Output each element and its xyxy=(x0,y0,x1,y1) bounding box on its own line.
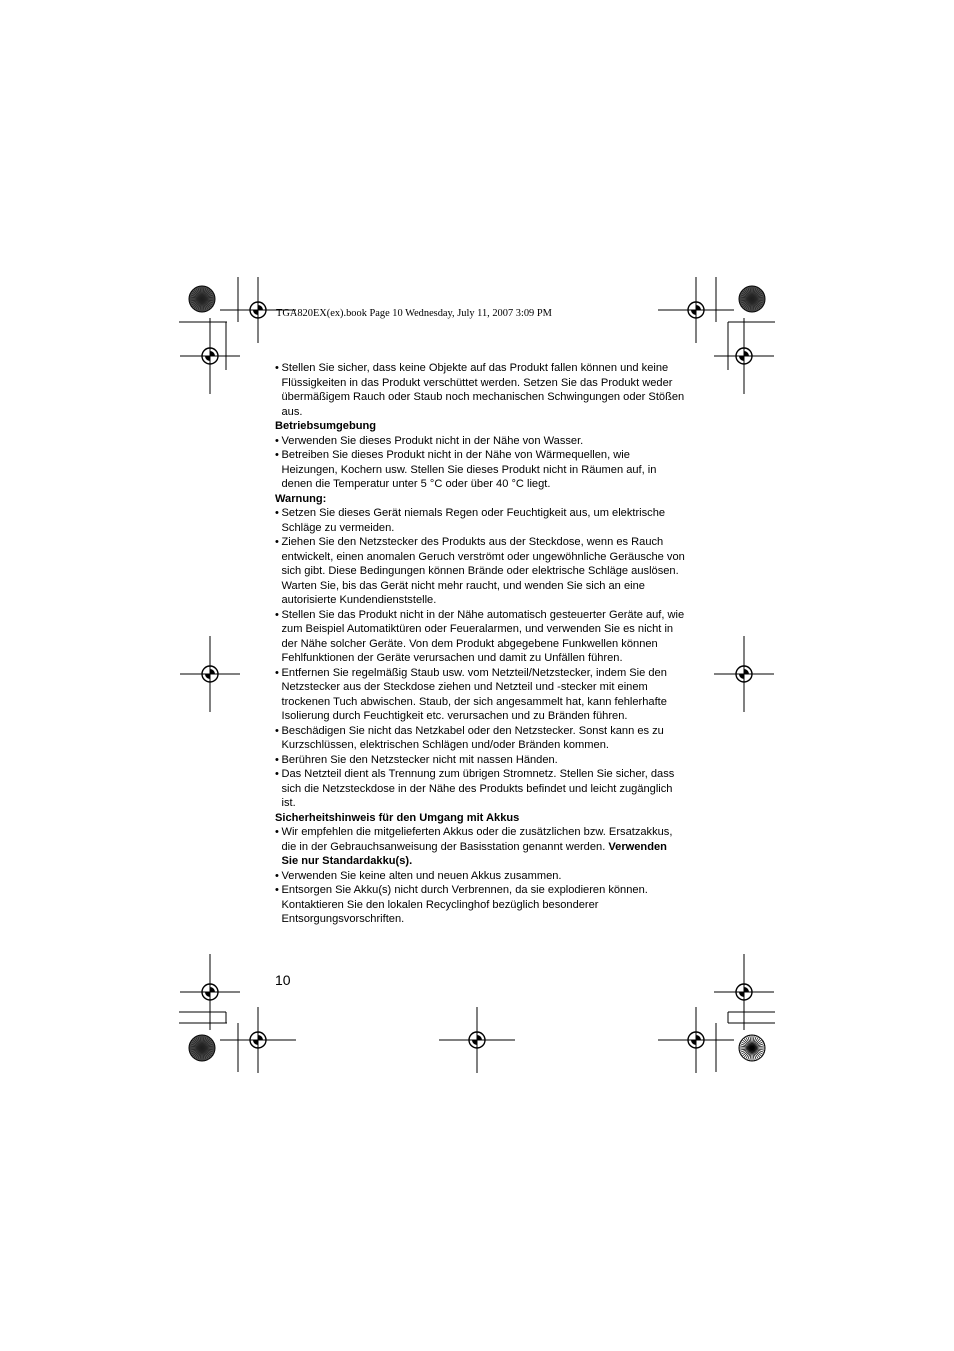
registration-crosshair-icon xyxy=(714,954,774,1030)
list-item: • Entsorgen Sie Akku(s) nicht durch Verbrennen, da sie explodieren können. Kontaktieren Sie den lokalen Recyclinghof bezüglich besonderer Entsorgungsvorschriften. xyxy=(275,883,685,927)
section-heading-warnung: Warnung: xyxy=(275,492,327,505)
betriebsumgebung-list xyxy=(275,434,685,492)
registration-crosshair-icon xyxy=(714,636,774,712)
list-item: • Verwenden Sie keine alten und neuen Akkus zusammen. xyxy=(275,869,685,884)
color-registration-target-icon xyxy=(739,1035,765,1061)
registration-crosshair-icon xyxy=(180,954,240,1030)
list-item: • Betreiben Sie dieses Produkt nicht in der Nähe von Wärmequellen, wie Heizungen, Kochern usw. Stellen Sie dieses Produkt nicht in Räumen auf, in denen die Temperatur unter 5 °C oder über 40 °C liegt. xyxy=(275,448,685,492)
registration-crosshair-icon xyxy=(220,1007,296,1073)
page-number: 10 xyxy=(275,972,291,988)
color-registration-target-icon xyxy=(189,286,215,312)
intro-list xyxy=(275,361,685,419)
registration-crosshair-icon xyxy=(658,1007,734,1073)
registration-crosshair-icon xyxy=(180,636,240,712)
registration-crosshair-icon xyxy=(658,277,734,343)
registration-crosshair-icon xyxy=(180,318,240,394)
akku-item-emphasis: Verwenden Sie nur Standardakku(s). xyxy=(281,840,667,867)
running-header: TGA820EX(ex).book Page 10 Wednesday, July 11, 2007 3:09 PM xyxy=(276,308,552,319)
registration-crosshair-icon xyxy=(439,1007,515,1073)
akku-item-text: Wir empfehlen die mitgelieferten Akkus oder die zusätzlichen bzw. Ersatzakkus, die in der Gebrauchsanweisung der Basisstation genannt werden. xyxy=(281,826,673,853)
list-item: • Ziehen Sie den Netzstecker des Produkts aus der Steckdose, wenn es Rauch entwickelt, einen anomalen Geruch verströmt oder ungewöhnliche Geräusche von sich gibt. Diese Bedingungen können Brände oder elektrische Schläge auslösen. Warten Sie, bis das Gerät nicht mehr raucht, und wenden Sie sich an eine autorisierte Kundendienststelle. xyxy=(275,535,685,608)
list-item xyxy=(275,825,685,869)
section-heading-akkus: Sicherheitshinweis für den Umgang mit Akkus xyxy=(275,811,520,824)
list-item: • Verwenden Sie dieses Produkt nicht in der Nähe von Wasser. xyxy=(275,434,685,449)
warnung-list xyxy=(275,506,685,811)
list-item: • Das Netzteil dient als Trennung zum übrigen Stromnetz. Stellen Sie sicher, dass sich die Netzsteckdose in der Nähe des Produkts befindet und leicht zugänglich ist. xyxy=(275,767,685,811)
list-item: • Stellen Sie sicher, dass keine Objekte auf das Produkt fallen können und keine Flüssigkeiten in das Produkt verschüttet werden. Setzen Sie das Produkt weder übermäßigem Rauch oder Staub noch mechanischen Schwingungen oder Stößen aus. xyxy=(275,361,685,419)
list-item: • Entfernen Sie regelmäßig Staub usw. vom Netzteil/Netzstecker, indem Sie den Netzstecker aus der Steckdose ziehen und Netzteil und -stecker mit einem trockenen Tuch abwischen. Staub, der sich angesammelt hat, kann fehlerhafte Isolierung durch Feuchtigkeit etc. verursachen und zu Bränden führen. xyxy=(275,666,685,724)
section-heading-betriebsumgebung: Betriebsumgebung xyxy=(275,420,377,432)
color-registration-target-icon xyxy=(189,1035,215,1061)
akkus-list xyxy=(275,825,685,927)
color-registration-target-icon xyxy=(739,286,765,312)
page-content xyxy=(275,361,685,927)
list-item: • Setzen Sie dieses Gerät niemals Regen oder Feuchtigkeit aus, um elektrische Schläge zu vermeiden. xyxy=(275,506,685,535)
list-item: • Berühren Sie den Netzstecker nicht mit nassen Händen. xyxy=(275,753,685,768)
list-item: • Beschädigen Sie nicht das Netzkabel oder den Netzstecker. Sonst kann es zu Kurzschlüssen, elektrischen Schlägen und/oder Bränden kommen. xyxy=(275,724,685,753)
list-item: • Stellen Sie das Produkt nicht in der Nähe automatisch gesteuerter Geräte auf, wie zum Beispiel Automatiktüren oder Feueralarmen, und verwenden Sie es nicht in der Nähe solcher Geräte. Von dem Produkt abgegebene Funkwellen können Fehlfunktionen der Geräte verursachen und damit zu Unfällen führen. xyxy=(275,608,685,666)
registration-crosshair-icon xyxy=(714,318,774,394)
